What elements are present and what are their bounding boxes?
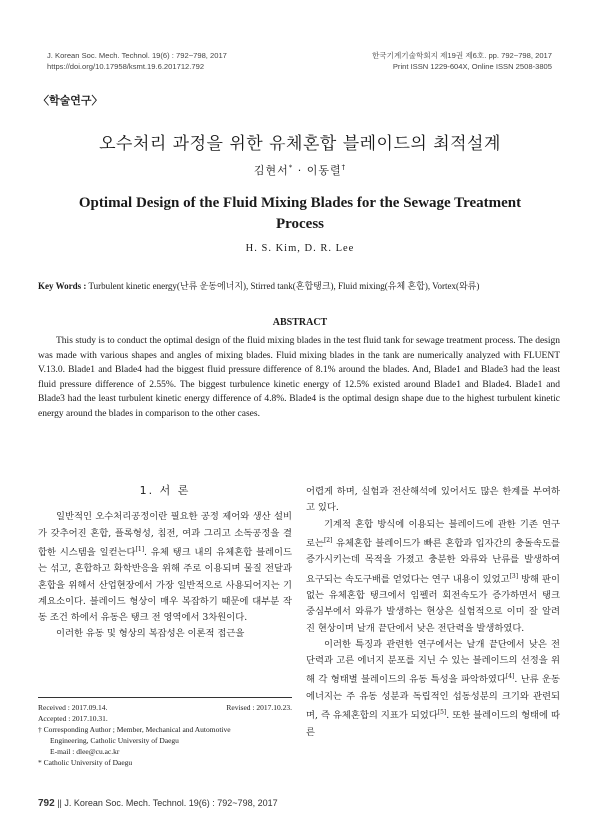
review-paragraph-2: [306, 637, 560, 741]
corresponding-author: † Corresponding Author ; Member, Mechanical and Automotive: [38, 725, 231, 734]
author-1-mark: *: [288, 163, 294, 172]
review-text-1a: 기계적 혼합 방식에 이용되는 블레이드에 관한 기존 연구로는: [306, 518, 560, 549]
section-tag: 〈학술연구〉: [38, 94, 103, 107]
footnotes: [38, 697, 292, 768]
reference-1[interactable]: [1]: [135, 545, 145, 553]
review-text-2a: 이러한 특징과 관련한 연구에서는 날개 끝단에서 낮은 전단력과 고른 에너지 분포를 지닌 수 있는 블레이드의 선정을 위해 각 형태별 블레이드의 유동 특성을 파악하였다: [306, 638, 560, 686]
review-paragraph-1: [306, 517, 560, 637]
email-address[interactable]: E-mail : dlee@cu.ac.kr: [50, 747, 120, 756]
keywords-text: Turbulent kinetic energy(난류 운동에너지), Stirred tank(혼합탱크), Fluid mixing(유체 혼합), Vortex(와류): [88, 281, 480, 291]
abstract-text: This study is to conduct the optimal design of the fluid mixing blades in the test fluid tank for sewage treatment process. The design was made with various shapes and angles of mixing blades. Fluid mixing blades in the tank are numerically analyzed with FLUENT V.13.0. Blade1 and Blade4 had the biggest fluid pressure difference of 8.1% around the blades. And, Blade1 and Blade3 had the least fluid pressure difference of 2.55%. The biggest turbulence kinetic energy of 12.5% existed around Blade1 and Blade4. Blade1 and Blade3 had the least turbulent kinetic energy difference of 4.8%. Blade4 is the optimal design shape due to the highest turbulent kinetic energy around the blades in comparison to the other cases.: [38, 336, 560, 419]
review-text-2c: . 또한 블레이드의 형태에 따른: [306, 710, 560, 738]
left-column: [38, 483, 292, 643]
reference-5[interactable]: [5]: [437, 709, 447, 717]
page-footer: [38, 798, 278, 809]
author-1: 김현서: [253, 164, 289, 177]
dates-row: [38, 702, 292, 713]
author-2: 이동렬: [306, 164, 342, 177]
review-text-2b: . 난류 운동 에너지는 주 유동 성분과 독립적인 섭동성분의 크기와 관련되며, 즉 유체혼합의 지표가 되었다: [306, 674, 560, 722]
review-text-1c: 방해 판이 없는 유체혼합 탱크에서 임펠러 회전속도가 증가하면서 탱크 중심부에서 와류가 발생하는 현상은 실험적으로 이미 잘 알려진 현상이며 날개 끝단에서 낮은 전단력을 발생하였다.: [306, 573, 560, 634]
right-column: [306, 484, 560, 741]
review-text-1b: 유체혼합 블레이드가 빠른 혼합과 입자간의 충돌속도를 증가시키는데 목적을 가졌고 충분한 와류와 난류를 발생하여 요구되는 속도구배를 얻었다는 연구 내용이 있었고: [306, 537, 560, 585]
author-2-mark: †: [341, 163, 347, 172]
revised-date: Revised : 2017.10.23.: [226, 703, 292, 712]
intro-text-1: 일반적인 오수처리공정이란 필요한 공정 제어와 생산 설비가 갖추어진 혼합, 플록형성, 침전, 여과 그리고 소독공정을 결합한 시스템을 일컫는다: [38, 511, 292, 558]
english-title: Optimal Design of the Fluid Mixing Blades for the Sewage Treatment Process: [78, 195, 522, 232]
korean-title: 오수처리 과정을 위한 유체혼합 블레이드의 최적설계: [99, 134, 501, 154]
korean-authors: [0, 162, 600, 178]
keywords-label: Key Words :: [38, 281, 87, 291]
journal-header-left: [47, 50, 227, 72]
doi-link[interactable]: https://doi.org/10.17958/ksmt.19.6.201712.792: [47, 62, 205, 71]
section-heading: 1. 서 론: [139, 484, 191, 497]
keywords: [38, 279, 558, 292]
english-authors: H. S. Kim, D. R. Lee: [245, 243, 355, 254]
intro-text-1b: . 유체 탱크 내의 유체혼합 블레이드는 섞고, 혼합하고 화학반응을 위해 주로 이용되며 물질 전달과 혼합을 위해서 산업현장에서 가장 일반적으로 사용되어지는 기계요소이다. 블레이드 형상이 매우 복잡하기 때문에 대부분 작동 조건 하에서 유동은 탱크 전 영역에서 3차원이다.: [38, 546, 293, 624]
footer-journal: J. Korean Soc. Mech. Technol. 19(6) : 792~798, 2017: [61, 798, 278, 808]
intro-paragraph-2: 이러한 유동 및 형상의 복잡성은 이론적 접근을: [56, 628, 245, 640]
author-affiliation: * Catholic University of Daegu: [38, 758, 133, 767]
abstract-heading: ABSTRACT: [272, 317, 328, 328]
footer-separator-icon: ||: [54, 798, 62, 808]
page-number: 792: [38, 798, 55, 809]
reference-2[interactable]: [2]: [323, 536, 333, 544]
reference-4[interactable]: [4]: [505, 673, 515, 681]
corresponding-affiliation: Engineering, Catholic University of Daegu: [50, 736, 179, 745]
received-date: Received : 2017.09.14.: [38, 703, 108, 712]
reference-3[interactable]: [3]: [509, 572, 519, 580]
intro-paragraph-1: [38, 509, 292, 626]
author-separator: ·: [297, 164, 303, 177]
issn-line: Print ISSN 1229-604X, Online ISSN 2508-3805: [392, 62, 552, 71]
continued-paragraph: 어렵게 하며, 실험과 전산해석에 있어서도 많은 한계를 부여하고 있다.: [306, 486, 560, 514]
journal-header-right: [372, 50, 552, 72]
accepted-date: Accepted : 2017.10.31.: [38, 714, 108, 723]
korean-citation: 한국기계기술학회지 제19권 제6호. pp. 792~798, 2017: [371, 51, 552, 60]
journal-citation: J. Korean Soc. Mech. Technol. 19(6) : 792~798, 2017: [47, 51, 227, 60]
